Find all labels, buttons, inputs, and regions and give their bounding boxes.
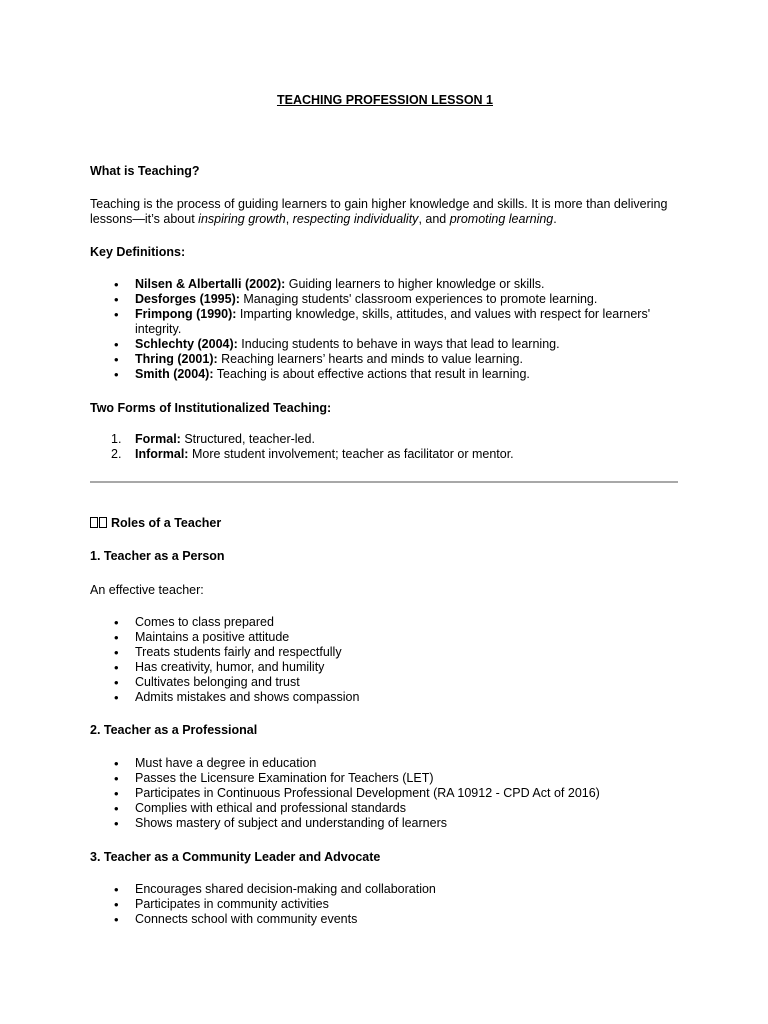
list-item: • Complies with ethical and professional standards <box>90 801 680 816</box>
separator-2: , and <box>418 212 450 226</box>
form-term: Informal: <box>135 447 189 461</box>
forms-list-wrapper <box>90 432 680 462</box>
section-heading: Two Forms of Institutionalized Teaching: <box>90 401 332 415</box>
list-item: • Cultivates belonging and trust <box>90 675 680 690</box>
subsection-professional <box>90 723 680 738</box>
separator-1: , <box>285 212 293 226</box>
list-item: • Connects school with community events <box>90 912 680 927</box>
list-item <box>90 277 680 292</box>
definition-text: Imparting knowledge, skills, attitudes, and values with respect for learners' integrity. <box>135 307 651 336</box>
subsection-person <box>90 549 680 564</box>
forms-list <box>90 432 680 462</box>
emphasis-2: respecting individuality <box>292 212 419 226</box>
list-item <box>90 292 680 307</box>
section-heading: Key Definitions: <box>90 245 186 259</box>
list-item: • Admits mistakes and shows compassion <box>90 690 680 705</box>
paragraph-text <box>90 197 680 227</box>
section-heading <box>90 516 680 532</box>
section-roles <box>90 516 680 532</box>
form-text: Structured, teacher-led. <box>180 432 315 446</box>
definition-term: Thring (2001): <box>135 352 218 366</box>
list-item: • Has creativity, humor, and humility <box>90 660 680 675</box>
professional-list-wrapper <box>90 756 680 831</box>
subsection-heading: 3. Teacher as a Community Leader and Advocate <box>90 850 381 864</box>
definitions-list-wrapper <box>90 277 680 382</box>
definition-text: Reaching learners’ hearts and minds to value learning. <box>217 352 523 366</box>
definition-text: Teaching is about effective actions that result in learning. <box>213 367 530 381</box>
list-item <box>90 367 680 382</box>
paragraph-text-end: . <box>553 212 557 226</box>
list-item: • Treats students fairly and respectfully <box>90 645 680 660</box>
section-what-is-teaching <box>90 164 680 179</box>
list-number: 1. <box>111 432 122 446</box>
form-text: More student involvement; teacher as facilitator or mentor. <box>188 447 514 461</box>
list-item: • Shows mastery of subject and understanding of learners <box>90 816 680 831</box>
definition-term: Schlechty (2004): <box>135 337 238 351</box>
person-intro <box>90 583 680 598</box>
intro-text: An effective teacher: <box>90 583 204 597</box>
roles-heading-text: Roles of a Teacher <box>111 516 222 530</box>
definition-term: Nilsen & Albertalli (2002): <box>135 277 286 291</box>
definition-text: Guiding learners to higher knowledge or skills. <box>285 277 545 291</box>
list-item: • Must have a degree in education <box>90 756 680 771</box>
section-institutionalized <box>90 401 680 416</box>
subsection-heading: 1. Teacher as a Person <box>90 549 225 563</box>
list-item <box>90 307 680 337</box>
list-item <box>90 352 680 367</box>
definition-text: Inducing students to behave in ways that lead to learning. <box>237 337 560 351</box>
list-item: • Participates in Continuous Professional Development (RA 10912 - CPD Act of 2016) <box>90 786 680 801</box>
teaching-paragraph <box>90 197 680 227</box>
definition-term: Desforges (1995): <box>135 292 240 306</box>
emphasis-3: promoting learning <box>449 212 554 226</box>
missing-glyph-icon <box>90 517 108 532</box>
list-item: • Encourages shared decision-making and collaboration <box>90 882 680 897</box>
section-heading: What is Teaching? <box>90 164 200 178</box>
paragraph-text-start: Teaching is the process of guiding learners to gain higher knowledge and skills. It is more than delivering lessons—it’s about <box>90 197 668 226</box>
list-number: 2. <box>111 447 122 461</box>
list-item: • Comes to class prepared <box>90 615 680 630</box>
list-item: • Passes the Licensure Examination for Teachers (LET) <box>90 771 680 786</box>
horizontal-divider <box>90 481 678 483</box>
community-list <box>90 882 680 927</box>
list-item <box>90 447 680 462</box>
subsection-heading: 2. Teacher as a Professional <box>90 723 258 737</box>
list-item: • Participates in community activities <box>90 897 680 912</box>
person-list <box>90 615 680 705</box>
emphasis-1: inspiring growth <box>198 212 286 226</box>
definition-term: Smith (2004): <box>135 367 214 381</box>
list-item <box>90 337 680 352</box>
definitions-list <box>90 277 680 382</box>
community-list-wrapper <box>90 882 680 927</box>
professional-list <box>90 756 680 831</box>
definition-text: Managing students' classroom experiences to promote learning. <box>239 292 598 306</box>
list-item: • Maintains a positive attitude <box>90 630 680 645</box>
form-term: Formal: <box>135 432 181 446</box>
list-item <box>90 432 680 447</box>
person-list-wrapper <box>90 615 680 705</box>
subsection-community <box>90 850 680 865</box>
section-key-definitions <box>90 245 680 260</box>
document-title: TEACHING PROFESSION LESSON 1 <box>276 93 493 107</box>
definition-term: Frimpong (1990): <box>135 307 237 321</box>
